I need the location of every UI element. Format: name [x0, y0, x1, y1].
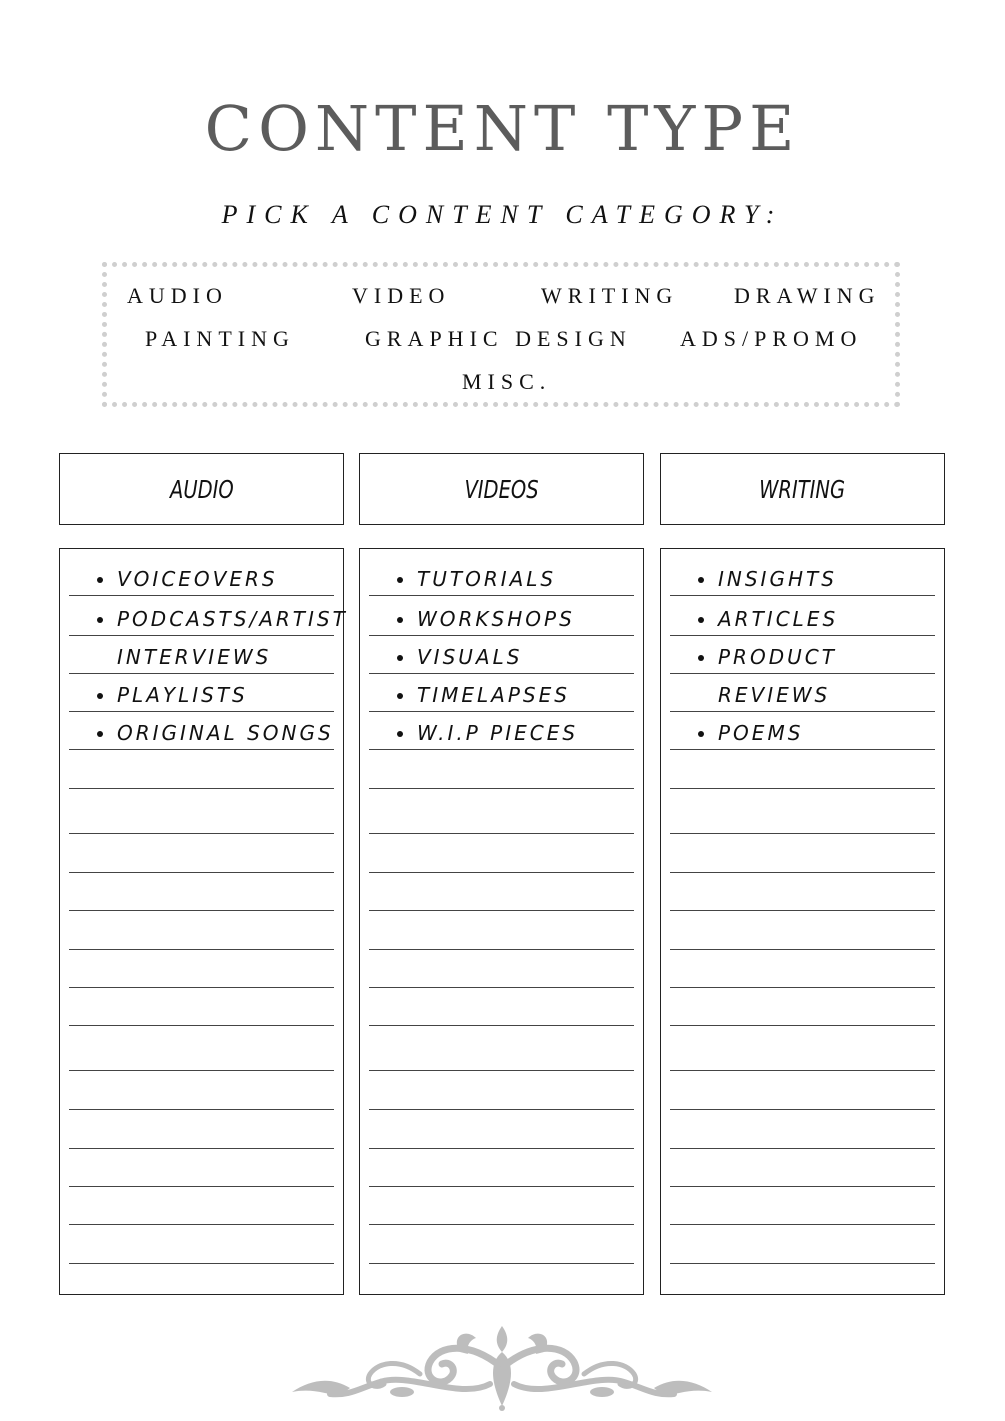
ruled-line: [69, 711, 334, 712]
ruled-line: [670, 872, 935, 873]
list-item: POEMS: [718, 721, 804, 745]
list-item: TUTORIALS: [417, 567, 557, 591]
ruled-line: [670, 749, 935, 750]
ruled-line: [369, 1109, 634, 1110]
ruled-line: [670, 595, 935, 596]
bullet-icon: [397, 693, 403, 699]
list-item: VOICEOVERS: [117, 567, 278, 591]
list-item: W.I.P PIECES: [417, 721, 579, 745]
page-title: CONTENT TYPE: [204, 92, 801, 165]
list-item: ARTICLES: [718, 607, 839, 631]
ruled-line: [69, 949, 334, 950]
ruled-line: [69, 673, 334, 674]
ruled-line: [369, 1148, 634, 1149]
ruled-line: [670, 1025, 935, 1026]
ruled-line: [69, 1263, 334, 1264]
ruled-line: [369, 595, 634, 596]
ruled-line: [670, 1070, 935, 1071]
ruled-line: [69, 872, 334, 873]
ruled-line: [369, 1025, 634, 1026]
category-video: VIDEO: [352, 283, 451, 308]
category-ads-promo: ADS/PROMO: [680, 326, 863, 351]
column-header-audio: AUDIO: [59, 453, 344, 525]
ruled-line: [69, 910, 334, 911]
ruled-line: [69, 1148, 334, 1149]
category-box: [102, 262, 900, 407]
ruled-line: [670, 1224, 935, 1225]
bullet-icon: [698, 577, 704, 583]
ruled-line: [69, 635, 334, 636]
bullet-icon: [698, 617, 704, 623]
category-audio: AUDIO: [127, 283, 228, 308]
page-subtitle: PICK A CONTENT CATEGORY:: [221, 200, 784, 229]
ruled-line: [369, 635, 634, 636]
ruled-line: [670, 1109, 935, 1110]
category-graphic-design: GRAPHIC DESIGN: [365, 326, 632, 351]
column-header-writing: WRITING: [660, 453, 945, 525]
ruled-line: [369, 749, 634, 750]
ruled-line: [369, 949, 634, 950]
list-item: TIMELAPSES: [417, 683, 570, 707]
list-item: PODCASTS/ARTIST: [117, 607, 348, 631]
ruled-line: [670, 1263, 935, 1264]
ruled-line: [670, 910, 935, 911]
list-item: PRODUCT: [718, 645, 837, 669]
flourish-ornament-icon: [290, 1322, 715, 1412]
ruled-line: [369, 872, 634, 873]
list-item: PLAYLISTS: [117, 683, 248, 707]
ruled-line: [670, 788, 935, 789]
list-item: REVIEWS: [718, 683, 831, 707]
list-item: INSIGHTS: [718, 567, 837, 591]
list-item: VISUALS: [417, 645, 523, 669]
bullet-icon: [97, 693, 103, 699]
bullet-icon: [397, 577, 403, 583]
ruled-line: [670, 1148, 935, 1149]
ruled-line: [670, 673, 935, 674]
ruled-line: [69, 1070, 334, 1071]
column-header-videos: VIDEOS: [359, 453, 644, 525]
list-item: INTERVIEWS: [117, 645, 272, 669]
bullet-icon: [698, 655, 704, 661]
category-misc: MISC.: [462, 369, 552, 394]
ruled-line: [69, 749, 334, 750]
bullet-icon: [97, 577, 103, 583]
ruled-line: [69, 1025, 334, 1026]
ruled-line: [369, 987, 634, 988]
ruled-line: [369, 833, 634, 834]
category-painting: PAINTING: [145, 326, 295, 351]
ruled-line: [369, 910, 634, 911]
bullet-icon: [698, 731, 704, 737]
bullet-icon: [397, 655, 403, 661]
ruled-line: [69, 833, 334, 834]
category-writing: WRITING: [541, 283, 679, 308]
ruled-line: [369, 1263, 634, 1264]
category-drawing: DRAWING: [734, 283, 881, 308]
ruled-line: [69, 1109, 334, 1110]
ruled-line: [69, 1186, 334, 1187]
ruled-line: [369, 673, 634, 674]
list-item: WORKSHOPS: [417, 607, 575, 631]
ruled-line: [670, 987, 935, 988]
bullet-icon: [397, 617, 403, 623]
ruled-line: [69, 987, 334, 988]
column-panel-videos: [359, 548, 644, 1295]
column-panel-writing: [660, 548, 945, 1295]
ruled-line: [670, 1186, 935, 1187]
ruled-line: [670, 833, 935, 834]
ruled-line: [670, 711, 935, 712]
ruled-line: [670, 949, 935, 950]
bullet-icon: [97, 617, 103, 623]
ruled-line: [369, 1070, 634, 1071]
column-panel-audio: [59, 548, 348, 1295]
bullet-icon: [97, 731, 103, 737]
ruled-line: [69, 788, 334, 789]
ruled-line: [369, 788, 634, 789]
ruled-line: [69, 1224, 334, 1225]
ruled-line: [369, 711, 634, 712]
bullet-icon: [397, 731, 403, 737]
ruled-line: [369, 1186, 634, 1187]
list-item: ORIGINAL SONGS: [117, 721, 334, 745]
ruled-line: [69, 595, 334, 596]
ruled-line: [369, 1224, 634, 1225]
ruled-line: [670, 635, 935, 636]
